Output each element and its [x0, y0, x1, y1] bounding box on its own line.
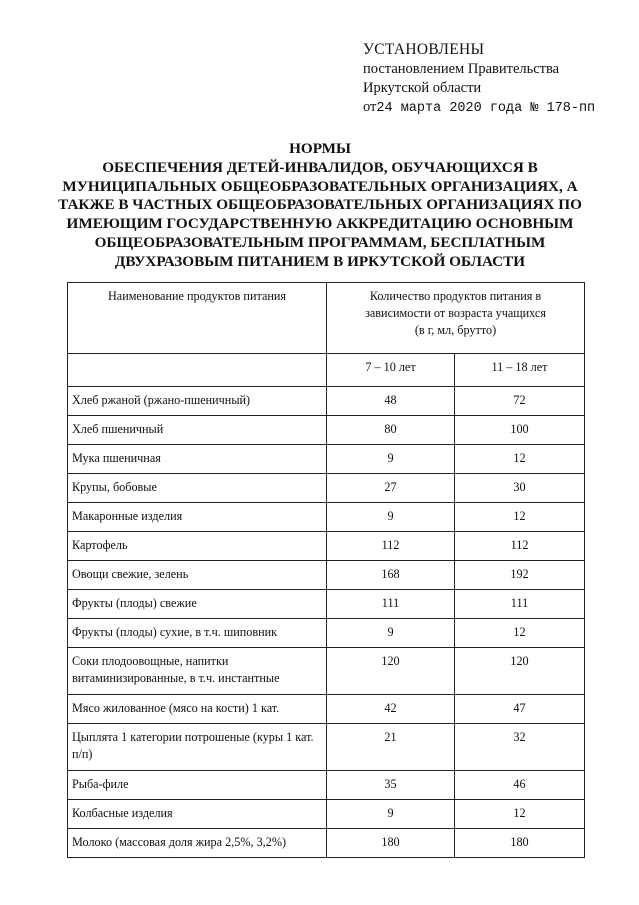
value-7-10-cell: 112 — [327, 532, 455, 561]
product-name-cell: Колбасные изделия — [68, 800, 327, 829]
approval-line-2: Иркутской области — [363, 80, 482, 96]
value-11-18-cell: 32 — [455, 724, 585, 771]
value-11-18-cell: 12 — [455, 619, 585, 648]
table-row — [68, 590, 585, 619]
value-7-10-cell: 48 — [327, 387, 455, 416]
product-name-cell: Хлеб ржаной (ржано-пшеничный) — [68, 387, 327, 416]
value-11-18-cell: 72 — [455, 387, 585, 416]
value-11-18-cell: 12 — [455, 445, 585, 474]
product-name-cell: Фрукты (плоды) сухие, в т.ч. шиповник — [68, 619, 327, 648]
value-7-10-cell: 168 — [327, 561, 455, 590]
header-quantity-line-1: Количество продуктов питания в — [369, 289, 542, 303]
value-11-18-cell: 192 — [455, 561, 585, 590]
age-empty-cell — [68, 354, 327, 387]
norms-table — [67, 282, 585, 858]
title-line-7: ДВУХРАЗОВЫМ ПИТАНИЕМ В ИРКУТСКОЙ ОБЛАСТИ — [114, 252, 526, 270]
product-name-cell: Рыба-филе — [68, 771, 327, 800]
product-name-cell: Фрукты (плоды) свежие — [68, 590, 327, 619]
title-line-2: ОБЕСПЕЧЕНИЯ ДЕТЕЙ-ИНВАЛИДОВ, ОБУЧАЮЩИХСЯ В — [102, 158, 538, 176]
value-7-10-cell: 42 — [327, 695, 455, 724]
table-row — [68, 532, 585, 561]
title-line-3: МУНИЦИПАЛЬНЫХ ОБЩЕОБРАЗОВАТЕЛЬНЫХ ОРГАНИЗАЦИЯХ, А — [62, 177, 578, 195]
approval-heading: УСТАНОВЛЕНЫ — [363, 41, 485, 58]
value-7-10-cell: 180 — [327, 829, 455, 858]
title-line-4: ТАКЖЕ В ЧАСТНЫХ ОБЩЕОБРАЗОВАТЕЛЬНЫХ ОРГАНИЗАЦИЯХ ПО — [58, 196, 582, 214]
table-age-row — [68, 354, 585, 387]
value-7-10-cell: 21 — [327, 724, 455, 771]
approval-date-line — [363, 98, 633, 118]
value-7-10-cell: 27 — [327, 474, 455, 503]
table-row — [68, 416, 585, 445]
table-row — [68, 771, 585, 800]
value-7-10-cell: 80 — [327, 416, 455, 445]
product-name-cell: Молоко (массовая доля жира 2,5%, 3,2%) — [68, 829, 327, 858]
table-header-row — [68, 283, 585, 354]
table-row — [68, 445, 585, 474]
table-row — [68, 561, 585, 590]
product-name-cell: Крупы, бобовые — [68, 474, 327, 503]
table-row — [68, 648, 585, 695]
approval-stamp — [363, 40, 633, 118]
value-11-18-cell: 180 — [455, 829, 585, 858]
approval-line-1: постановлением Правительства — [363, 61, 560, 77]
product-name-cell: Картофель — [68, 532, 327, 561]
value-11-18-cell: 47 — [455, 695, 585, 724]
value-11-18-cell: 111 — [455, 590, 585, 619]
table-row — [68, 619, 585, 648]
header-quantity-line-3: (в г, мл, брутто) — [414, 323, 497, 337]
value-7-10-cell: 35 — [327, 771, 455, 800]
title-line-1: НОРМЫ — [289, 140, 351, 157]
table-row — [68, 474, 585, 503]
value-7-10-cell: 120 — [327, 648, 455, 695]
value-11-18-cell: 30 — [455, 474, 585, 503]
table-row — [68, 695, 585, 724]
value-7-10-cell: 9 — [327, 619, 455, 648]
table-row — [68, 800, 585, 829]
value-11-18-cell: 100 — [455, 416, 585, 445]
value-7-10-cell: 9 — [327, 445, 455, 474]
product-name-cell: Макаронные изделия — [68, 503, 327, 532]
document-title — [40, 140, 600, 272]
product-name-cell: Соки плодоовощные, напитки витаминизированные, в т.ч. инстантные — [68, 648, 327, 695]
table-row — [68, 724, 585, 771]
age-group-1: 7 – 10 лет — [327, 354, 455, 387]
value-11-18-cell: 112 — [455, 532, 585, 561]
approval-date-number: 24 марта 2020 года № 178-пп — [376, 101, 596, 116]
product-name-cell: Овощи свежие, зелень — [68, 561, 327, 590]
product-name-cell: Цыплята 1 категории потрошеные (куры 1 кат. п/п) — [68, 724, 327, 771]
title-line-5: ИМЕЮЩИМ ГОСУДАРСТВЕННУЮ АККРЕДИТАЦИЮ ОСНОВНЫМ — [66, 215, 574, 233]
value-7-10-cell: 9 — [327, 503, 455, 532]
header-products: Наименование продуктов питания — [68, 283, 327, 354]
value-11-18-cell: 46 — [455, 771, 585, 800]
title-line-6: ОБЩЕОБРАЗОВАТЕЛЬНЫМ ПРОГРАММАМ, БЕСПЛАТНЫМ — [94, 233, 546, 251]
table-row — [68, 829, 585, 858]
value-11-18-cell: 12 — [455, 800, 585, 829]
age-group-2: 11 – 18 лет — [455, 354, 585, 387]
product-name-cell: Мясо жилованное (мясо на кости) 1 кат. — [68, 695, 327, 724]
header-quantity — [327, 283, 585, 354]
value-7-10-cell: 111 — [327, 590, 455, 619]
product-name-cell: Хлеб пшеничный — [68, 416, 327, 445]
value-7-10-cell: 9 — [327, 800, 455, 829]
value-11-18-cell: 120 — [455, 648, 585, 695]
table-row — [68, 503, 585, 532]
product-name-cell: Мука пшеничная — [68, 445, 327, 474]
table-row — [68, 387, 585, 416]
value-11-18-cell: 12 — [455, 503, 585, 532]
header-quantity-line-2: зависимости от возраста учащихся — [365, 306, 546, 320]
approval-prefix: от — [363, 99, 377, 115]
